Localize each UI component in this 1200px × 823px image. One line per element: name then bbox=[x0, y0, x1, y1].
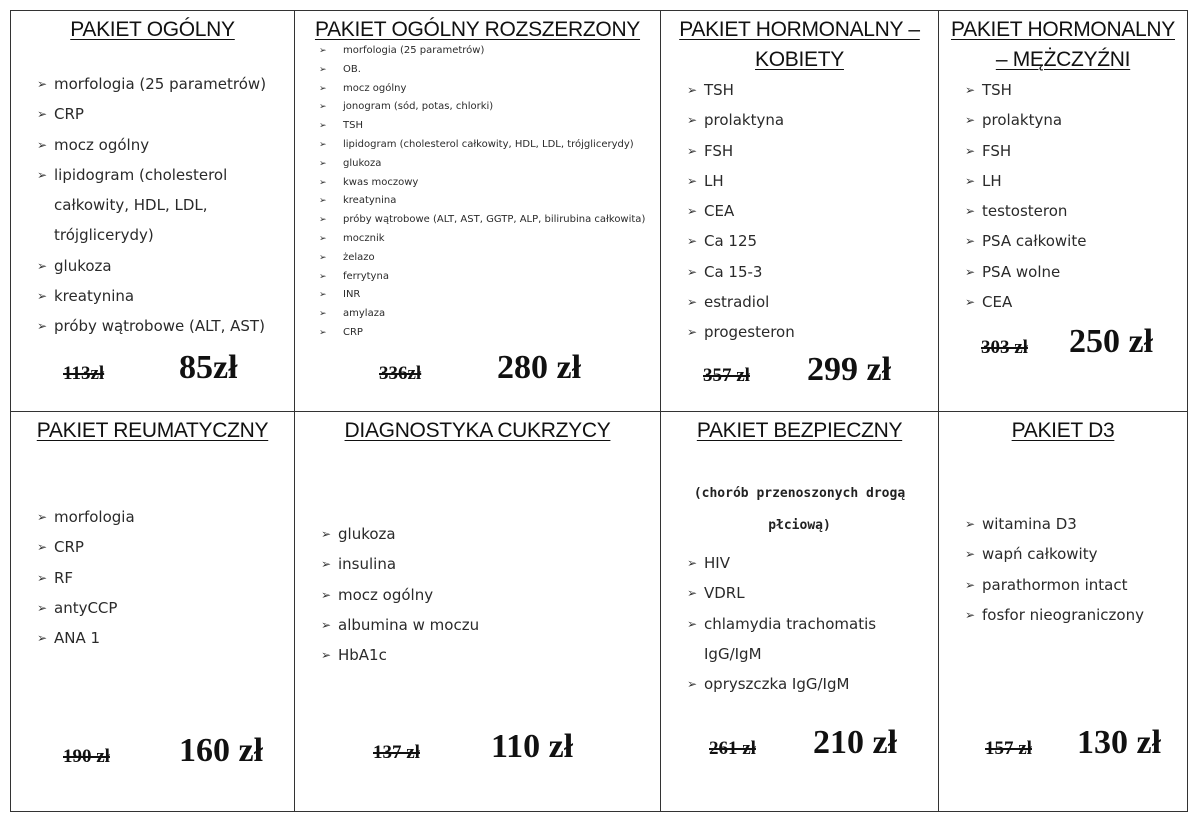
list-item: ➢ OB. bbox=[315, 61, 645, 80]
list-item: ➢ lipidogram (cholesterol bbox=[37, 160, 266, 190]
new-price: 280 zł bbox=[497, 349, 582, 386]
new-price: 130 zł bbox=[1077, 724, 1162, 761]
package-general bbox=[10, 10, 295, 412]
list-item: ➢ prolaktyna bbox=[965, 105, 1086, 135]
list-item: ➢ glukoza bbox=[315, 155, 645, 174]
test-list bbox=[315, 42, 645, 343]
list-item: ➢ TSH bbox=[965, 75, 1086, 105]
list-item: ➢ progesteron bbox=[687, 317, 795, 347]
list-item: ➢ amylaza bbox=[315, 305, 645, 324]
package-safe bbox=[661, 412, 939, 812]
test-list bbox=[965, 75, 1086, 317]
list-item: ➢ LH bbox=[687, 166, 795, 196]
new-price: 210 zł bbox=[813, 724, 898, 761]
list-item: ➢ CRP bbox=[37, 99, 266, 129]
list-item: ➢ prolaktyna bbox=[687, 105, 795, 135]
package-title: PAKIET HORMONALNY – MĘŻCZYŹNI bbox=[950, 18, 1175, 71]
list-item: ➢ morfologia (25 parametrów) bbox=[315, 42, 645, 61]
package-general-extended bbox=[295, 10, 661, 412]
test-list bbox=[687, 75, 795, 348]
list-item: ➢ INR bbox=[315, 286, 645, 305]
old-price: 113zł bbox=[63, 363, 105, 384]
list-item: ➢ próby wątrobowe (ALT, AST, GGTP, ALP, bilirubina całkowita) bbox=[315, 211, 645, 230]
list-item: ➢ parathormon intact bbox=[965, 570, 1144, 600]
list-item: ➢ estradiol bbox=[687, 287, 795, 317]
list-item: ➢ HIV bbox=[687, 548, 876, 578]
list-item: ➢ CRP bbox=[37, 532, 135, 562]
list-item: całkowity, HDL, LDL, bbox=[54, 196, 208, 215]
list-item: ➢ HbA1c bbox=[321, 640, 479, 670]
test-list bbox=[321, 519, 479, 670]
list-item: ➢ ferrytyna bbox=[315, 268, 645, 287]
package-hormonal-women bbox=[661, 10, 939, 412]
list-item: ➢ CEA bbox=[965, 287, 1086, 317]
list-item: ➢ Ca 125 bbox=[687, 226, 795, 256]
list-item: ➢ żelazo bbox=[315, 249, 645, 268]
list-item: ➢ mocz ogólny bbox=[321, 580, 479, 610]
list-item: ➢ kreatynina bbox=[37, 281, 266, 311]
list-item: ➢ CEA bbox=[687, 196, 795, 226]
package-d3 bbox=[939, 412, 1188, 812]
old-price: 336zł bbox=[379, 363, 422, 384]
list-item: ➢ FSH bbox=[965, 136, 1086, 166]
list-item: ➢ mocz ogólny bbox=[37, 130, 266, 160]
list-item: ➢ wapń całkowity bbox=[965, 539, 1144, 569]
list-item: ➢ próby wątrobowe (ALT, AST) bbox=[37, 311, 266, 341]
list-item: ➢ mocz ogólny bbox=[315, 80, 645, 99]
old-price: 261 zł bbox=[709, 738, 756, 759]
list-item: ➢ TSH bbox=[687, 75, 795, 105]
list-item: ➢ TSH bbox=[315, 117, 645, 136]
new-price: 110 zł bbox=[491, 728, 574, 765]
old-price: 137 zł bbox=[373, 742, 420, 763]
test-list bbox=[965, 509, 1144, 630]
package-title: PAKIET HORMONALNY – KOBIETY bbox=[679, 18, 920, 71]
list-item: ➢ albumina w moczu bbox=[321, 610, 479, 640]
test-list bbox=[37, 502, 135, 653]
package-title: PAKIET REUMATYCZNY bbox=[36, 419, 269, 442]
package-title: DIAGNOSTYKA CUKRZYCY bbox=[344, 419, 611, 442]
list-item: ➢ mocznik bbox=[315, 230, 645, 249]
package-grid bbox=[10, 10, 1188, 810]
old-price: 303 zł bbox=[981, 337, 1028, 358]
list-item: ➢ LH bbox=[965, 166, 1086, 196]
old-price: 190 zł bbox=[63, 746, 110, 767]
package-hormonal-men bbox=[939, 10, 1188, 412]
list-item: ➢ antyCCP bbox=[37, 593, 135, 623]
list-item: ➢ fosfor nieograniczony bbox=[965, 600, 1144, 630]
list-item: ➢ glukoza bbox=[321, 519, 479, 549]
list-item: ➢ RF bbox=[37, 563, 135, 593]
list-item: trójglicerydy) bbox=[54, 226, 154, 245]
test-list bbox=[37, 69, 266, 342]
package-subtitle: (chorób przenoszonych drogą płciową) bbox=[693, 486, 906, 533]
list-item: ➢ glukoza bbox=[37, 251, 266, 281]
test-list bbox=[687, 548, 876, 699]
list-item: ➢ chlamydia trachomatis bbox=[687, 609, 876, 639]
list-item: ➢ Ca 15-3 bbox=[687, 257, 795, 287]
list-item: ➢ insulina bbox=[321, 549, 479, 579]
list-item: IgG/IgM bbox=[704, 644, 762, 663]
package-title: PAKIET OGÓLNY ROZSZERZONY bbox=[314, 18, 641, 41]
list-item: ➢ morfologia bbox=[37, 502, 135, 532]
list-item: ➢ PSA całkowite bbox=[965, 226, 1086, 256]
list-item: ➢ lipidogram (cholesterol całkowity, HDL, LDL, trójglicerydy) bbox=[315, 136, 645, 155]
list-item: ➢ kreatynina bbox=[315, 192, 645, 211]
list-item: ➢ FSH bbox=[687, 136, 795, 166]
new-price: 85zł bbox=[179, 349, 238, 386]
package-diabetes bbox=[295, 412, 661, 812]
new-price: 250 zł bbox=[1069, 323, 1154, 360]
list-item: ➢ ANA 1 bbox=[37, 623, 135, 653]
package-title: PAKIET BEZPIECZNY bbox=[696, 419, 903, 442]
package-title: PAKIET OGÓLNY bbox=[70, 18, 235, 41]
list-item: ➢ kwas moczowy bbox=[315, 174, 645, 193]
list-item: ➢ jonogram (sód, potas, chlorki) bbox=[315, 98, 645, 117]
list-item: ➢ witamina D3 bbox=[965, 509, 1144, 539]
list-item: ➢ testosteron bbox=[965, 196, 1086, 226]
old-price: 357 zł bbox=[703, 365, 750, 386]
list-item: ➢ CRP bbox=[315, 324, 645, 343]
package-rheumatic bbox=[10, 412, 295, 812]
list-item: ➢ VDRL bbox=[687, 578, 876, 608]
new-price: 299 zł bbox=[807, 351, 892, 388]
list-item: ➢ opryszczka IgG/IgM bbox=[687, 669, 876, 699]
package-title: PAKIET D3 bbox=[1011, 419, 1115, 442]
old-price: 157 zł bbox=[985, 738, 1032, 759]
list-item: ➢ morfologia (25 parametrów) bbox=[37, 69, 266, 99]
new-price: 160 zł bbox=[179, 732, 264, 769]
list-item: ➢ PSA wolne bbox=[965, 257, 1086, 287]
